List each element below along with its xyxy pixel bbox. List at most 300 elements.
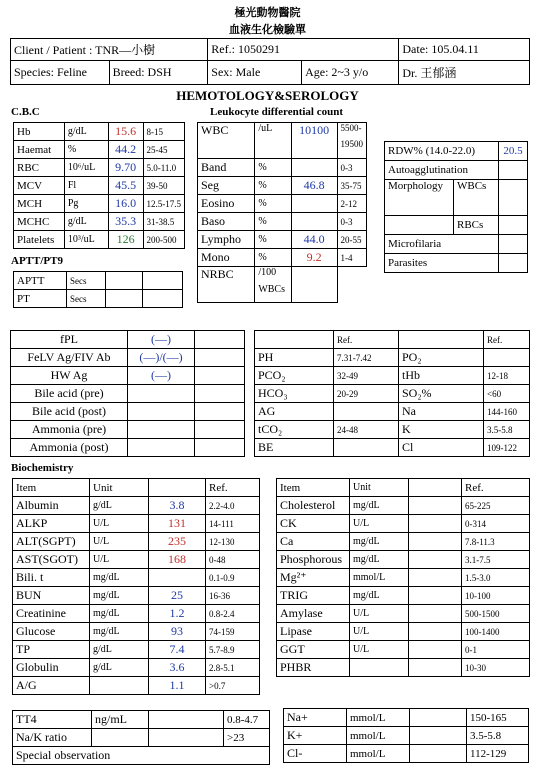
sex-cell: Sex: Male <box>208 61 302 85</box>
serology-row <box>11 367 245 385</box>
gas-item-b: tHb <box>399 367 484 385</box>
bottom-right-value <box>410 745 467 763</box>
morphology-wbcs-value <box>499 180 528 216</box>
header-value <box>149 479 206 497</box>
patient-info-table <box>10 38 530 85</box>
aptt-title: APTT/PT9 <box>11 255 63 267</box>
aptt-row <box>14 290 183 308</box>
cbc-ref: 12.5-17.5 <box>143 195 185 213</box>
serology-value <box>128 385 195 403</box>
biochem-row <box>13 605 260 623</box>
biochem-unit <box>90 677 149 695</box>
aptt-unit: Secs <box>67 290 106 308</box>
aptt-table <box>13 271 183 308</box>
biochem-unit: mg/dL <box>90 587 149 605</box>
biochem-row <box>13 551 260 569</box>
leuko-ref: 35-75 <box>337 177 367 195</box>
gas-item-b: PO₂ <box>399 349 484 367</box>
leuko-unit: % <box>255 231 292 249</box>
morphology-label: Morphology <box>385 180 454 216</box>
bottom-right-name: Na+ <box>284 709 347 727</box>
bottom-left-value <box>149 729 224 747</box>
serology-extra <box>195 385 245 403</box>
cbc-unit: 10⁶/uL <box>64 159 108 177</box>
biochem-row <box>277 515 530 533</box>
header-item: Item <box>13 479 90 497</box>
biochem-unit: mg/dL <box>350 587 409 605</box>
wbc-ref-high: 19500 <box>340 139 363 149</box>
blood-gas-row <box>255 367 530 385</box>
biochem-unit: mg/dL <box>90 605 149 623</box>
leuko-value <box>291 159 337 177</box>
biochem-row <box>277 641 530 659</box>
misc-table <box>384 141 528 273</box>
cbc-row <box>14 195 185 213</box>
morphology-spacer <box>385 216 454 235</box>
header-item: Item <box>277 479 350 497</box>
gas-ref-a: Ref. <box>334 331 399 349</box>
serology-name: HW Ag <box>11 367 128 385</box>
bottom-right-table <box>283 708 529 763</box>
gas-item-a <box>255 331 334 349</box>
morphology-wbcs-label: WBCs <box>454 180 499 216</box>
nrbc-unit-top: /100 <box>258 267 277 278</box>
date-cell: Date: 105.04.11 <box>399 39 530 61</box>
leuko-row <box>198 231 367 249</box>
gas-ref-b: <60 <box>484 385 530 403</box>
cbc-row <box>14 177 185 195</box>
bottom-left-name: Na/K ratio <box>13 729 92 747</box>
biochem-ref: 5.7-8.9 <box>206 641 260 659</box>
serology-value: (—)/(—) <box>128 349 195 367</box>
cbc-value: 9.70 <box>108 159 143 177</box>
header-unit: Unit <box>350 479 409 497</box>
morphology-rbcs-label: RBCs <box>454 216 499 235</box>
biochem-unit: mg/dL <box>350 533 409 551</box>
gas-ref-b <box>484 349 530 367</box>
leuko-row <box>198 177 367 195</box>
serology-table <box>10 330 245 457</box>
serology-name: FeLV Ag/FIV Ab <box>11 349 128 367</box>
biochem-ref: 2.2-4.0 <box>206 497 260 515</box>
bottom-right-ref: 3.5-5.8 <box>467 727 529 745</box>
leuko-name: Lympho <box>198 231 255 249</box>
biochem-value: 1.1 <box>149 677 206 695</box>
hospital-name: 極光動物醫院 <box>234 7 301 19</box>
biochem-item: TP <box>13 641 90 659</box>
bottom-left-unit: ng/mL <box>92 711 149 729</box>
serology-extra <box>195 367 245 385</box>
aptt-unit: Secs <box>67 272 106 290</box>
biochem-value <box>409 605 462 623</box>
leuko-unit: % <box>255 159 292 177</box>
gas-ref-a: 20-29 <box>334 385 399 403</box>
doctor-cell: Dr. 王郁涵 <box>399 61 530 85</box>
biochem-row <box>13 515 260 533</box>
biochem-value: 168 <box>149 551 206 569</box>
biochem-value: 3.8 <box>149 497 206 515</box>
biochem-unit: g/dL <box>90 641 149 659</box>
aptt-name: APTT <box>14 272 67 290</box>
leuko-unit: % <box>255 195 292 213</box>
biochem-item: AST(SGOT) <box>13 551 90 569</box>
serology-name: Bile acid (post) <box>11 403 128 421</box>
biochem-ref: 7.8-11.3 <box>462 533 530 551</box>
serology-value: (—) <box>128 367 195 385</box>
biochem-value: 131 <box>149 515 206 533</box>
leuko-value: 9.2 <box>291 249 337 267</box>
cbc-value: 45.5 <box>108 177 143 195</box>
cbc-unit: Pg <box>64 195 108 213</box>
biochem-item: Lipase <box>277 623 350 641</box>
header-ref: Ref. <box>462 479 530 497</box>
serology-row <box>11 439 245 457</box>
biochem-value <box>149 569 206 587</box>
biochem-item: Amylase <box>277 605 350 623</box>
gas-item-a: BE <box>255 439 334 457</box>
nrbc-unit-bottom: WBCs <box>258 284 285 295</box>
biochem-ref: 500-1500 <box>462 605 530 623</box>
gas-ref-b: 144-160 <box>484 403 530 421</box>
biochem-item: Globulin <box>13 659 90 677</box>
serology-extra <box>195 421 245 439</box>
biochem-right-table <box>276 478 530 677</box>
biochem-row <box>277 569 530 587</box>
cbc-value: 15.6 <box>108 123 143 141</box>
parasites-label: Parasites <box>385 254 499 273</box>
biochem-row <box>13 641 260 659</box>
leuko-row <box>198 159 367 177</box>
serology-extra <box>195 349 245 367</box>
biochem-unit: mg/dL <box>350 551 409 569</box>
age-cell: Age: 2~3 y/o <box>302 61 399 85</box>
biochem-value <box>409 569 462 587</box>
microfilaria-label: Microfilaria <box>385 235 499 254</box>
leuko-row-wbc <box>198 123 367 159</box>
leuko-ref: 20-55 <box>337 231 367 249</box>
cbc-row <box>14 159 185 177</box>
biochem-ref: 16-36 <box>206 587 260 605</box>
biochem-value: 3.6 <box>149 659 206 677</box>
biochem-ref: 3.1-7.5 <box>462 551 530 569</box>
bottom-right-ref: 150-165 <box>467 709 529 727</box>
biochem-item: A/G <box>13 677 90 695</box>
bottom-left-value <box>149 711 224 729</box>
biochem-value: 93 <box>149 623 206 641</box>
cbc-value: 44.2 <box>108 141 143 159</box>
serology-extra <box>195 439 245 457</box>
bottom-right-value <box>410 709 467 727</box>
biochem-row <box>13 587 260 605</box>
cbc-name: RBC <box>14 159 65 177</box>
biochem-unit: U/L <box>90 533 149 551</box>
gas-ref-b: 12-18 <box>484 367 530 385</box>
biochem-item: Albumin <box>13 497 90 515</box>
aptt-ref <box>143 290 183 308</box>
biochem-right-header <box>277 479 530 497</box>
serology-value <box>128 421 195 439</box>
rdw-label: RDW% (14.0-22.0) <box>385 142 499 161</box>
cbc-ref: 200-500 <box>143 231 185 249</box>
biochem-item: Mg²⁺ <box>277 569 350 587</box>
nrbc-name: NRBC <box>198 267 255 303</box>
aptt-ref <box>143 272 183 290</box>
biochem-row <box>277 587 530 605</box>
blood-gas-row <box>255 421 530 439</box>
biochem-row <box>277 551 530 569</box>
biochem-row <box>277 659 530 677</box>
cbc-value: 16.0 <box>108 195 143 213</box>
leuko-value <box>291 213 337 231</box>
autoagglutination-label: Autoagglutination <box>385 161 499 180</box>
cbc-value: 126 <box>108 231 143 249</box>
biochem-ref: 65-225 <box>462 497 530 515</box>
gas-item-a: PCO₂ <box>255 367 334 385</box>
gas-ref-a: 7.31-7.42 <box>334 349 399 367</box>
biochem-row <box>13 659 260 677</box>
biochem-item: Creatinine <box>13 605 90 623</box>
leuko-row <box>198 195 367 213</box>
serology-value: (—) <box>128 331 195 349</box>
biochem-ref: 0.8-2.4 <box>206 605 260 623</box>
cbc-unit: g/dL <box>64 123 108 141</box>
biochem-ref: 0-314 <box>462 515 530 533</box>
biochem-unit: g/dL <box>90 497 149 515</box>
leuko-unit: % <box>255 249 292 267</box>
bottom-right-unit: mmol/L <box>347 745 410 763</box>
bottom-right-unit: mmol/L <box>347 727 410 745</box>
cbc-value: 35.3 <box>108 213 143 231</box>
gas-ref-a: 32-49 <box>334 367 399 385</box>
bottom-left-name: TT4 <box>13 711 92 729</box>
gas-item-b <box>399 331 484 349</box>
nrbc-value <box>291 267 337 303</box>
biochem-item: Glucose <box>13 623 90 641</box>
biochem-unit: U/L <box>350 605 409 623</box>
biochem-ref: 0-48 <box>206 551 260 569</box>
bottom-left-row <box>13 711 270 729</box>
serology-row <box>11 349 245 367</box>
cbc-name: MCHC <box>14 213 65 231</box>
header-value <box>409 479 462 497</box>
biochem-value <box>409 659 462 677</box>
header-unit: Unit <box>90 479 149 497</box>
aptt-row <box>14 272 183 290</box>
leuko-value: 46.8 <box>291 177 337 195</box>
gas-item-a: AG <box>255 403 334 421</box>
biochem-unit: mg/dL <box>350 497 409 515</box>
serology-row <box>11 403 245 421</box>
serology-name: fPL <box>11 331 128 349</box>
aptt-name: PT <box>14 290 67 308</box>
species-cell: Species: Feline <box>11 61 110 85</box>
bottom-right-name: K+ <box>284 727 347 745</box>
bottom-left-table <box>12 710 270 765</box>
wbc-ref-low: 5500- <box>340 123 362 133</box>
bottom-right-row <box>284 709 529 727</box>
blood-gas-row <box>255 385 530 403</box>
breed-cell: Breed: DSH <box>109 61 208 85</box>
biochem-ref: 0.1-0.9 <box>206 569 260 587</box>
biochem-row <box>277 497 530 515</box>
bottom-right-row <box>284 727 529 745</box>
bottom-right-value <box>410 727 467 745</box>
cbc-row <box>14 231 185 249</box>
wbc-value: 10100 <box>291 123 337 159</box>
cbc-ref: 31-38.5 <box>143 213 185 231</box>
main-title: HEMOTOLOGY&SEROLOGY <box>176 88 359 103</box>
wbc-ref <box>337 123 367 159</box>
leuko-row-nrbc <box>198 267 367 303</box>
biochem-row <box>277 533 530 551</box>
cbc-row <box>14 213 185 231</box>
cbc-unit: % <box>64 141 108 159</box>
cbc-unit: 10³/uL <box>64 231 108 249</box>
biochem-unit: U/L <box>350 623 409 641</box>
biochem-row <box>13 497 260 515</box>
cbc-unit: g/dL <box>64 213 108 231</box>
blood-gas-row <box>255 403 530 421</box>
cbc-unit: Fl <box>64 177 108 195</box>
biochem-ref: 12-130 <box>206 533 260 551</box>
cbc-ref: 25-45 <box>143 141 185 159</box>
biochem-ref: 10-100 <box>462 587 530 605</box>
biochem-ref: 14-111 <box>206 515 260 533</box>
biochem-value: 25 <box>149 587 206 605</box>
serology-name: Ammonia (post) <box>11 439 128 457</box>
aptt-value <box>106 272 143 290</box>
biochem-item: ALT(SGPT) <box>13 533 90 551</box>
biochem-unit: U/L <box>350 515 409 533</box>
biochem-ref: 74-159 <box>206 623 260 641</box>
gas-ref-a <box>334 439 399 457</box>
cbc-table <box>13 122 185 249</box>
bottom-left-ref: 0.8-4.7 <box>224 711 270 729</box>
observation-label: Special observation <box>13 747 270 765</box>
aptt-value <box>106 290 143 308</box>
serology-value <box>128 439 195 457</box>
leuko-ref: 2-12 <box>337 195 367 213</box>
bottom-left-ref: >23 <box>224 729 270 747</box>
bottom-left-row <box>13 747 270 765</box>
biochem-item: PHBR <box>277 659 350 677</box>
cbc-name: Platelets <box>14 231 65 249</box>
bottom-right-unit: mmol/L <box>347 709 410 727</box>
biochem-unit: mg/dL <box>90 623 149 641</box>
biochem-ref: 1.5-3.0 <box>462 569 530 587</box>
biochem-unit <box>350 659 409 677</box>
gas-item-b: SO₂% <box>399 385 484 403</box>
biochem-row <box>277 623 530 641</box>
biochem-title: Biochemistry <box>11 462 74 474</box>
gas-ref-b: 3.5-5.8 <box>484 421 530 439</box>
biochem-item: Bili. t <box>13 569 90 587</box>
gas-ref-a: 24-48 <box>334 421 399 439</box>
gas-item-b: Na <box>399 403 484 421</box>
biochem-value <box>409 551 462 569</box>
serology-value <box>128 403 195 421</box>
morphology-rbcs-value <box>499 216 528 235</box>
biochem-row <box>13 569 260 587</box>
cbc-name: Haemat <box>14 141 65 159</box>
serology-name: Ammonia (pre) <box>11 421 128 439</box>
gas-item-a: PH <box>255 349 334 367</box>
gas-ref-a <box>334 403 399 421</box>
biochem-value: 7.4 <box>149 641 206 659</box>
leuko-name: Eosino <box>198 195 255 213</box>
biochem-item: Ca <box>277 533 350 551</box>
biochem-row <box>277 605 530 623</box>
gas-ref-b: 109-122 <box>484 439 530 457</box>
biochem-unit: g/dL <box>90 659 149 677</box>
biochem-item: TRIG <box>277 587 350 605</box>
blood-gas-row <box>255 439 530 457</box>
cbc-ref: 5.0-11.0 <box>143 159 185 177</box>
leuko-row <box>198 249 367 267</box>
biochem-ref: 100-1400 <box>462 623 530 641</box>
biochem-value <box>409 641 462 659</box>
leuko-ref: 0-3 <box>337 213 367 231</box>
biochem-value: 235 <box>149 533 206 551</box>
leuko-name: Band <box>198 159 255 177</box>
serology-row <box>11 331 245 349</box>
nrbc-unit <box>255 267 292 303</box>
header-ref: Ref. <box>206 479 260 497</box>
biochem-left-header <box>13 479 260 497</box>
biochem-value <box>409 533 462 551</box>
blood-gas-row <box>255 349 530 367</box>
gas-ref-b: Ref. <box>484 331 530 349</box>
ref-cell: Ref.: 1050291 <box>208 39 399 61</box>
serology-extra <box>195 403 245 421</box>
wbc-name: WBC <box>198 123 255 159</box>
autoagglutination-value <box>499 161 528 180</box>
biochem-unit: U/L <box>90 551 149 569</box>
biochem-value: 1.2 <box>149 605 206 623</box>
blood-gas-table <box>254 330 530 457</box>
biochem-row <box>13 533 260 551</box>
serology-extra <box>195 331 245 349</box>
serology-row <box>11 421 245 439</box>
biochem-ref: 0-1 <box>462 641 530 659</box>
biochem-unit: mg/dL <box>90 569 149 587</box>
serology-row <box>11 385 245 403</box>
cbc-row <box>14 123 185 141</box>
bottom-right-ref: 112-129 <box>467 745 529 763</box>
leuko-unit: % <box>255 177 292 195</box>
biochem-value <box>409 623 462 641</box>
blood-gas-row <box>255 331 530 349</box>
wbc-unit: /uL <box>255 123 292 159</box>
gas-item-b: K <box>399 421 484 439</box>
biochem-ref: 2.8-5.1 <box>206 659 260 677</box>
biochem-item: BUN <box>13 587 90 605</box>
microfilaria-value <box>499 235 528 254</box>
cbc-row <box>14 141 185 159</box>
bottom-left-row <box>13 729 270 747</box>
rdw-value: 20.5 <box>499 142 528 161</box>
biochem-row <box>13 677 260 695</box>
biochem-unit: U/L <box>350 641 409 659</box>
bottom-right-name: Cl- <box>284 745 347 763</box>
leuko-unit: % <box>255 213 292 231</box>
biochem-item: CK <box>277 515 350 533</box>
leuko-name: Seg <box>198 177 255 195</box>
cbc-name: MCH <box>14 195 65 213</box>
biochem-item: Cholesterol <box>277 497 350 515</box>
bottom-right-row <box>284 745 529 763</box>
leuko-ref: 1-4 <box>337 249 367 267</box>
